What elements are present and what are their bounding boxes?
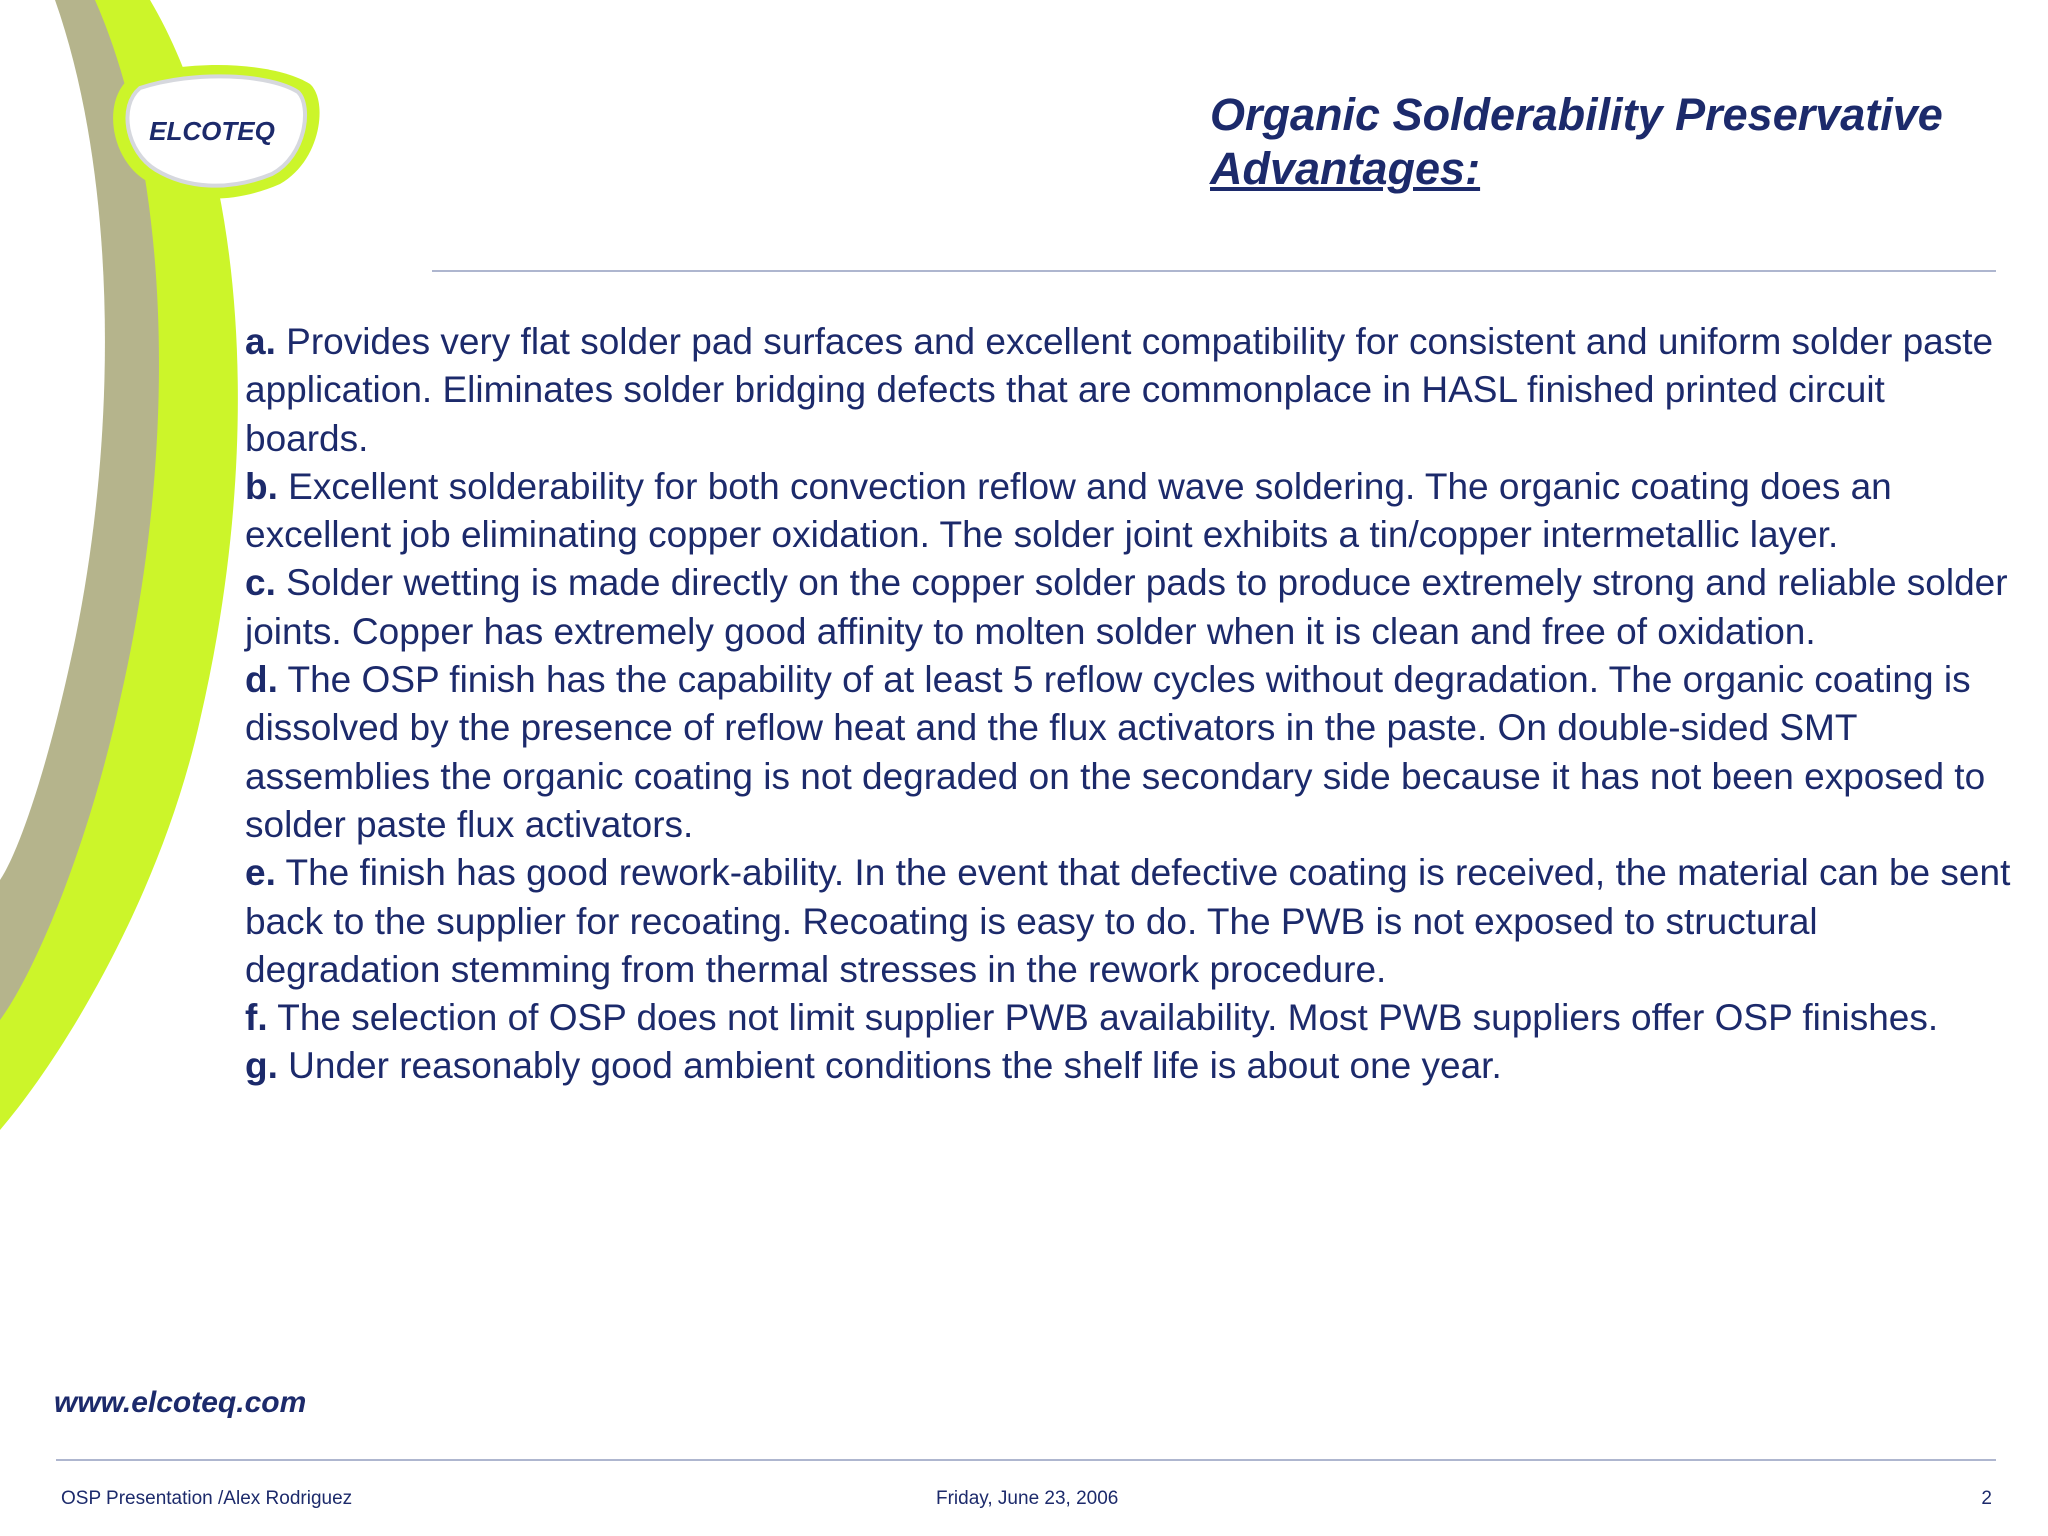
- advantage-item-b: [245, 463, 2015, 560]
- title-line-1: Organic Solderability Preservative: [1210, 89, 1943, 140]
- advantage-item-g: [245, 1042, 2015, 1090]
- item-label: e.: [245, 852, 276, 894]
- logo-text: ELCOTEQ: [149, 116, 275, 146]
- advantage-item-e: [245, 849, 2015, 994]
- item-text: The selection of OSP does not limit supplier PWB availability. Most PWB suppliers offer OSP finishes.: [267, 997, 1939, 1039]
- item-text: The OSP finish has the capability of at least 5 reflow cycles without degradation. The organic coating is dissolved by the presence of reflow heat and the flux activators in the paste. On double-sided SMT assemblies the organic coating is not degraded on the secondary side because it has not been exposed to solder paste flux activators.: [245, 659, 1986, 845]
- item-text: The finish has good rework-ability. In the event that defective coating is received, the material can be sent back to the supplier for recoating. Recoating is easy to do. The PWB is not exposed to structural degradation stemming from thermal stresses in the rework procedure.: [245, 852, 2011, 990]
- advantage-item-d: [245, 656, 2015, 849]
- advantage-item-c: [245, 559, 2015, 656]
- advantage-item-f: [245, 994, 2015, 1042]
- item-label: d.: [245, 659, 278, 701]
- slide-title: [1210, 88, 1943, 196]
- elcoteq-logo: [100, 60, 325, 200]
- header-divider: [432, 270, 1996, 272]
- item-label: c.: [245, 562, 276, 604]
- footer-divider: [56, 1459, 1996, 1461]
- item-label: g.: [245, 1045, 278, 1087]
- item-label: a.: [245, 321, 276, 362]
- item-text: Solder wetting is made directly on the copper solder pads to produce extremely strong and reliable solder joints. Copper has extremely good affinity to molten solder when it is clean and free of oxidation.: [245, 562, 2008, 652]
- item-text: Excellent solderability for both convection reflow and wave soldering. The organic coating does an excellent job eliminating copper oxidation. The solder joint exhibits a tin/copper intermetallic layer.: [245, 465, 1892, 556]
- item-label: b.: [245, 465, 278, 507]
- website-url: www.elcoteq.com: [54, 1386, 307, 1419]
- item-label: f.: [245, 997, 268, 1039]
- item-text: Provides very flat solder pad surfaces and excellent compatibility for consistent and uniform solder paste application. Eliminates solder bridging defects that are commonplace in HASL finished printed circuit boards.: [245, 321, 1994, 459]
- item-text: Under reasonably good ambient conditions the shelf life is about one year.: [277, 1045, 1502, 1087]
- footer-page-number: 2: [1981, 1488, 1992, 1509]
- title-line-2: Advantages:: [1210, 143, 1481, 194]
- footer-date: Friday, June 23, 2006: [936, 1488, 1119, 1509]
- advantages-list: [245, 318, 2015, 1091]
- advantage-item-a: [245, 318, 2015, 463]
- footer-presentation-author: OSP Presentation /Alex Rodriguez: [61, 1488, 353, 1509]
